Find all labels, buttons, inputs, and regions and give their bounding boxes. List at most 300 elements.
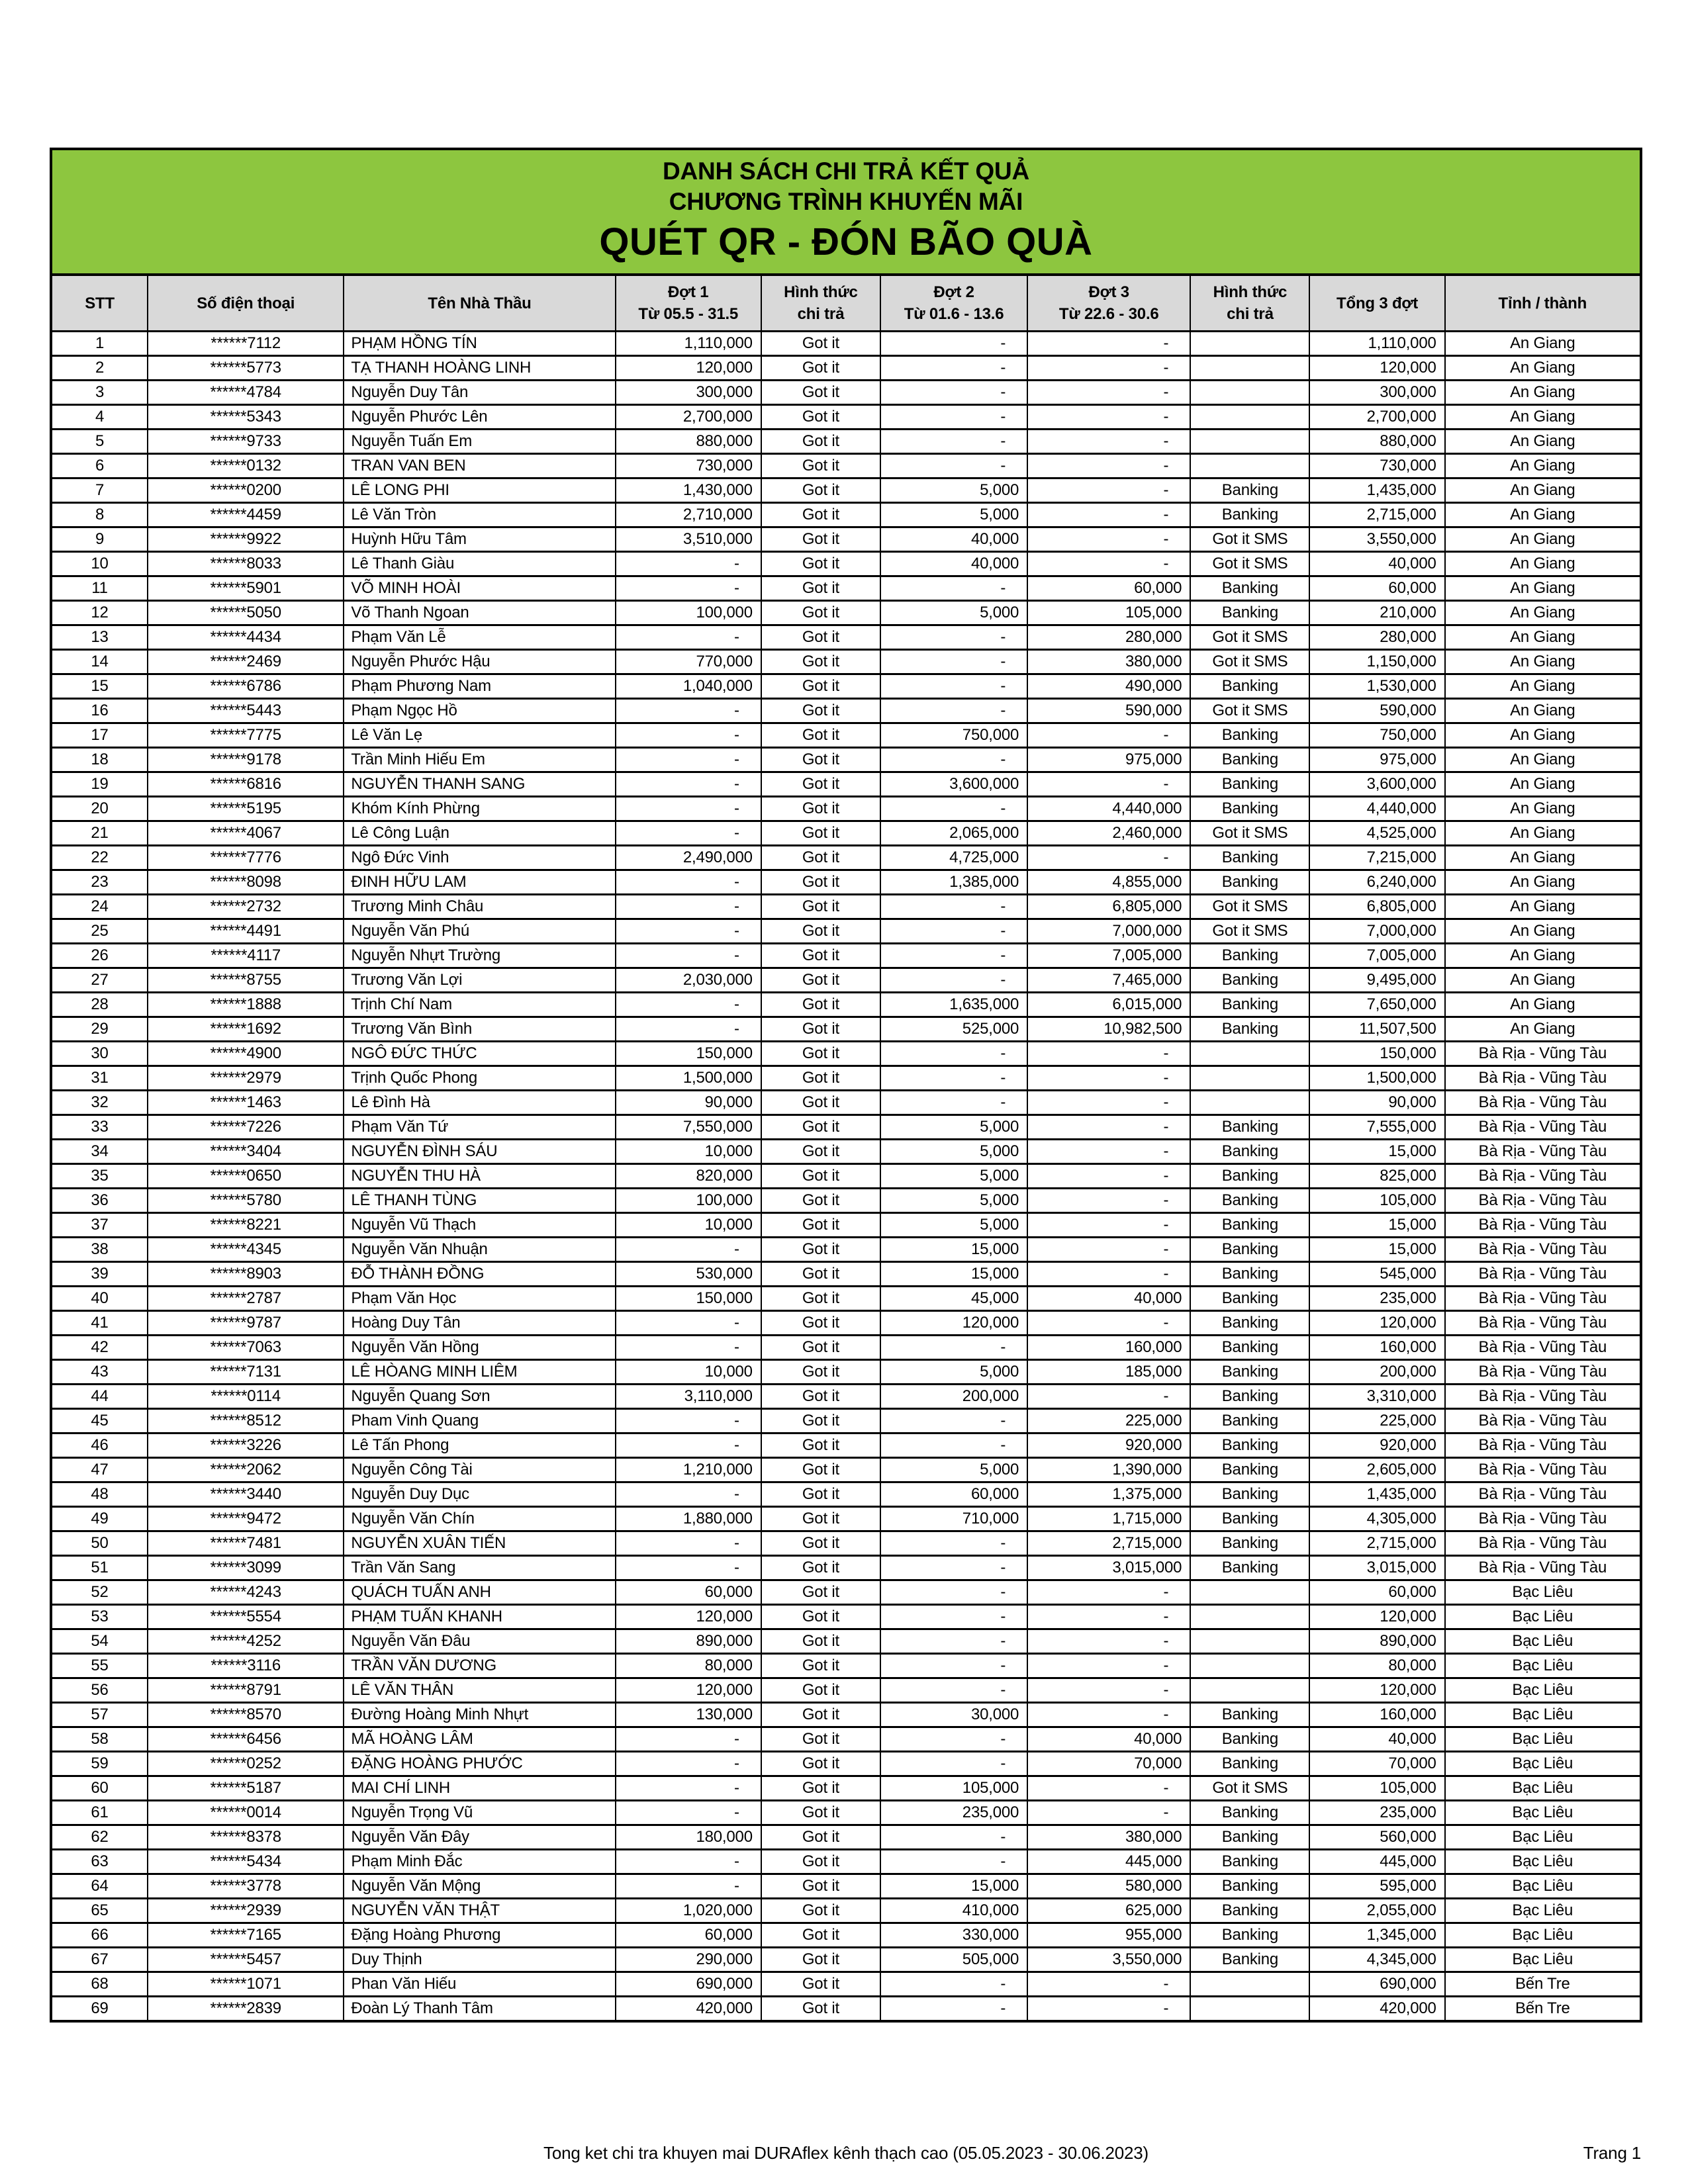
table-row — [51, 846, 1641, 870]
cell-phone: ******4117 — [148, 944, 344, 968]
cell-contractor-name: MÃ HOÀNG LÂM — [344, 1727, 615, 1752]
footer-page-number: Trang 1 — [1583, 2143, 1641, 2163]
table-row — [51, 1972, 1641, 1997]
cell-payment-method-1: Got it — [761, 1629, 880, 1654]
cell-round3-amount: 590,000 — [1027, 699, 1190, 723]
cell-phone: ******3116 — [148, 1654, 344, 1678]
cell-round2-amount: 3,600,000 — [880, 772, 1027, 797]
cell-payment-method-1: Got it — [761, 381, 880, 405]
table-row — [51, 772, 1641, 797]
cell-round2-amount: 5,000 — [880, 1213, 1027, 1238]
cell-payment-method-2 — [1190, 1605, 1309, 1629]
table-row — [51, 1605, 1641, 1629]
cell-stt: 10 — [51, 552, 148, 576]
cell-round3-amount: 7,465,000 — [1027, 968, 1190, 993]
cell-contractor-name: LÊ LONG PHI — [344, 478, 615, 503]
cell-contractor-name: Trương Minh Châu — [344, 895, 615, 919]
cell-payment-method-2: Banking — [1190, 1850, 1309, 1874]
table-row — [51, 552, 1641, 576]
cell-total-amount: 1,435,000 — [1309, 1482, 1444, 1507]
cell-stt: 16 — [51, 699, 148, 723]
cell-round1-amount: - — [616, 699, 761, 723]
cell-payment-method-2: Banking — [1190, 846, 1309, 870]
cell-stt: 69 — [51, 1997, 148, 2021]
table-row — [51, 381, 1641, 405]
cell-payment-method-2: Banking — [1190, 1948, 1309, 1972]
cell-round1-amount: 890,000 — [616, 1629, 761, 1654]
cell-province: An Giang — [1445, 748, 1641, 772]
cell-round1-amount: 730,000 — [616, 454, 761, 478]
table-row — [51, 723, 1641, 748]
cell-round3-amount: - — [1027, 1703, 1190, 1727]
table-row — [51, 478, 1641, 503]
cell-contractor-name: Nguyễn Văn Hồng — [344, 1336, 615, 1360]
cell-round2-amount: 5,000 — [880, 1458, 1027, 1482]
cell-total-amount: 11,507,500 — [1309, 1017, 1444, 1042]
cell-round2-amount: - — [880, 1531, 1027, 1556]
cell-round3-amount: 625,000 — [1027, 1899, 1190, 1923]
cell-round2-amount: 4,725,000 — [880, 846, 1027, 870]
cell-province: Bà Rịa - Vũng Tàu — [1445, 1115, 1641, 1140]
cell-province: An Giang — [1445, 797, 1641, 821]
table-row — [51, 1923, 1641, 1948]
cell-payment-method-2: Banking — [1190, 993, 1309, 1017]
cell-round3-amount: - — [1027, 1164, 1190, 1189]
cell-round2-amount: - — [880, 699, 1027, 723]
cell-round1-amount: - — [616, 870, 761, 895]
cell-round1-amount: - — [616, 1409, 761, 1433]
cell-payment-method-2 — [1190, 1042, 1309, 1066]
cell-stt: 43 — [51, 1360, 148, 1385]
cell-province: Bà Rịa - Vũng Tàu — [1445, 1531, 1641, 1556]
cell-stt: 26 — [51, 944, 148, 968]
cell-province: An Giang — [1445, 772, 1641, 797]
cell-contractor-name: NGUYỄN THANH SANG — [344, 772, 615, 797]
cell-round3-amount: 955,000 — [1027, 1923, 1190, 1948]
table-row — [51, 870, 1641, 895]
cell-round2-amount: - — [880, 1629, 1027, 1654]
cell-contractor-name: LÊ VĂN THÂN — [344, 1678, 615, 1703]
cell-round1-amount: - — [616, 895, 761, 919]
cell-province: Bà Rịa - Vũng Tàu — [1445, 1189, 1641, 1213]
cell-payment-method-1: Got it — [761, 1678, 880, 1703]
cell-phone: ******6456 — [148, 1727, 344, 1752]
cell-round2-amount: - — [880, 1654, 1027, 1678]
cell-round1-amount: 1,430,000 — [616, 478, 761, 503]
cell-contractor-name: LÊ THANH TÙNG — [344, 1189, 615, 1213]
cell-province: Bà Rịa - Vũng Tàu — [1445, 1164, 1641, 1189]
cell-payment-method-2: Banking — [1190, 1336, 1309, 1360]
cell-province: Bạc Liêu — [1445, 1752, 1641, 1776]
cell-payment-method-2: Got it SMS — [1190, 527, 1309, 552]
table-row — [51, 1409, 1641, 1433]
cell-payment-method-2: Banking — [1190, 1360, 1309, 1385]
cell-total-amount: 60,000 — [1309, 576, 1444, 601]
cell-contractor-name: Nguyễn Duy Dục — [344, 1482, 615, 1507]
cell-round2-amount: - — [880, 1825, 1027, 1850]
cell-round2-amount: - — [880, 1556, 1027, 1580]
cell-payment-method-1: Got it — [761, 1017, 880, 1042]
cell-stt: 32 — [51, 1091, 148, 1115]
cell-province: Bạc Liêu — [1445, 1948, 1641, 1972]
title-banner — [51, 149, 1641, 275]
cell-province: Bạc Liêu — [1445, 1727, 1641, 1752]
cell-round3-amount: - — [1027, 454, 1190, 478]
column-header-4 — [616, 275, 761, 332]
cell-contractor-name: Nguyễn Tuấn Em — [344, 430, 615, 454]
cell-contractor-name: Nguyễn Vũ Thạch — [344, 1213, 615, 1238]
cell-round1-amount: 690,000 — [616, 1972, 761, 1997]
column-header-2 — [148, 275, 344, 332]
cell-round3-amount: - — [1027, 381, 1190, 405]
cell-stt: 18 — [51, 748, 148, 772]
table-row — [51, 1482, 1641, 1507]
cell-round3-amount: 380,000 — [1027, 650, 1190, 674]
cell-stt: 3 — [51, 381, 148, 405]
table-row — [51, 1678, 1641, 1703]
cell-province: Bà Rịa - Vũng Tàu — [1445, 1091, 1641, 1115]
cell-contractor-name: Trương Văn Lợi — [344, 968, 615, 993]
cell-stt: 9 — [51, 527, 148, 552]
cell-province: Bà Rịa - Vũng Tàu — [1445, 1311, 1641, 1336]
cell-total-amount: 6,240,000 — [1309, 870, 1444, 895]
column-header-1 — [51, 275, 148, 332]
cell-contractor-name: Duy Thịnh — [344, 1948, 615, 1972]
cell-round2-amount: 410,000 — [880, 1899, 1027, 1923]
cell-payment-method-1: Got it — [761, 1972, 880, 1997]
table-row — [51, 1556, 1641, 1580]
cell-phone: ******7131 — [148, 1360, 344, 1385]
cell-phone: ******2939 — [148, 1899, 344, 1923]
cell-phone: ******9178 — [148, 748, 344, 772]
cell-stt: 51 — [51, 1556, 148, 1580]
cell-province: An Giang — [1445, 968, 1641, 993]
column-header-8 — [1190, 275, 1309, 332]
cell-province: An Giang — [1445, 993, 1641, 1017]
cell-province: Bạc Liêu — [1445, 1776, 1641, 1801]
cell-contractor-name: Hoàng Duy Tân — [344, 1311, 615, 1336]
table-row — [51, 576, 1641, 601]
cell-total-amount: 3,015,000 — [1309, 1556, 1444, 1580]
cell-round3-amount: - — [1027, 332, 1190, 356]
cell-contractor-name: Nguyễn Văn Nhuận — [344, 1238, 615, 1262]
cell-round3-amount: - — [1027, 1629, 1190, 1654]
cell-round3-amount: - — [1027, 356, 1190, 381]
cell-province: An Giang — [1445, 381, 1641, 405]
cell-province: An Giang — [1445, 454, 1641, 478]
cell-contractor-name: VÕ MINH HOÀI — [344, 576, 615, 601]
cell-round3-amount: - — [1027, 1262, 1190, 1287]
cell-contractor-name: Đoàn Lý Thanh Tâm — [344, 1997, 615, 2021]
cell-total-amount: 7,000,000 — [1309, 919, 1444, 944]
cell-payment-method-2 — [1190, 332, 1309, 356]
cell-contractor-name: Nguyễn Phước Lên — [344, 405, 615, 430]
table-row — [51, 1042, 1641, 1066]
cell-payment-method-1: Got it — [761, 968, 880, 993]
table-row — [51, 968, 1641, 993]
cell-total-amount: 15,000 — [1309, 1238, 1444, 1262]
cell-stt: 63 — [51, 1850, 148, 1874]
cell-total-amount: 150,000 — [1309, 1042, 1444, 1066]
cell-payment-method-1: Got it — [761, 650, 880, 674]
column-header-label: Đợt 2 — [933, 283, 974, 301]
cell-payment-method-1: Got it — [761, 1899, 880, 1923]
cell-payment-method-1: Got it — [761, 454, 880, 478]
cell-round2-amount: - — [880, 919, 1027, 944]
cell-total-amount: 4,305,000 — [1309, 1507, 1444, 1531]
column-header-label: STT — [85, 294, 115, 312]
cell-phone: ******8755 — [148, 968, 344, 993]
cell-payment-method-2: Got it SMS — [1190, 650, 1309, 674]
cell-round1-amount: 2,700,000 — [616, 405, 761, 430]
cell-round2-amount: 120,000 — [880, 1311, 1027, 1336]
table-row — [51, 405, 1641, 430]
table-row — [51, 1091, 1641, 1115]
cell-stt: 24 — [51, 895, 148, 919]
cell-phone: ******2839 — [148, 1997, 344, 2021]
cell-payment-method-2 — [1190, 405, 1309, 430]
cell-contractor-name: Pham Vinh Quang — [344, 1409, 615, 1433]
cell-round2-amount: - — [880, 625, 1027, 650]
cell-province: An Giang — [1445, 674, 1641, 699]
table-row — [51, 1360, 1641, 1385]
cell-phone: ******6816 — [148, 772, 344, 797]
cell-phone: ******7063 — [148, 1336, 344, 1360]
cell-round2-amount: 15,000 — [880, 1238, 1027, 1262]
cell-phone: ******9922 — [148, 527, 344, 552]
cell-round2-amount: - — [880, 968, 1027, 993]
column-header-label: Tỉnh / thành — [1498, 294, 1587, 312]
cell-round1-amount: 120,000 — [616, 1605, 761, 1629]
cell-total-amount: 105,000 — [1309, 1189, 1444, 1213]
cell-total-amount: 210,000 — [1309, 601, 1444, 625]
table-row — [51, 748, 1641, 772]
cell-payment-method-2: Banking — [1190, 576, 1309, 601]
table-row — [51, 944, 1641, 968]
cell-stt: 57 — [51, 1703, 148, 1727]
cell-round2-amount: 5,000 — [880, 503, 1027, 527]
cell-total-amount: 730,000 — [1309, 454, 1444, 478]
cell-province: An Giang — [1445, 405, 1641, 430]
cell-contractor-name: Lê Thanh Giàu — [344, 552, 615, 576]
cell-payment-method-2: Banking — [1190, 1433, 1309, 1458]
cell-round1-amount: 7,550,000 — [616, 1115, 761, 1140]
cell-phone: ******2469 — [148, 650, 344, 674]
cell-total-amount: 690,000 — [1309, 1972, 1444, 1997]
cell-province: An Giang — [1445, 919, 1641, 944]
cell-round1-amount: - — [616, 1017, 761, 1042]
cell-total-amount: 4,345,000 — [1309, 1948, 1444, 1972]
cell-payment-method-2: Banking — [1190, 1703, 1309, 1727]
cell-total-amount: 235,000 — [1309, 1287, 1444, 1311]
cell-phone: ******0014 — [148, 1801, 344, 1825]
column-header-label: Số điện thoại — [197, 294, 295, 312]
cell-round2-amount: - — [880, 1580, 1027, 1605]
cell-round3-amount: - — [1027, 1678, 1190, 1703]
cell-round1-amount: 820,000 — [616, 1164, 761, 1189]
cell-total-amount: 60,000 — [1309, 1580, 1444, 1605]
column-header-label: Hình thức — [784, 283, 858, 301]
cell-phone: ******8903 — [148, 1262, 344, 1287]
cell-round2-amount: - — [880, 381, 1027, 405]
cell-province: Bạc Liêu — [1445, 1605, 1641, 1629]
cell-payment-method-2: Banking — [1190, 1801, 1309, 1825]
page-footer — [50, 2143, 1642, 2164]
cell-total-amount: 70,000 — [1309, 1752, 1444, 1776]
table-row — [51, 1458, 1641, 1482]
cell-round1-amount: 1,110,000 — [616, 332, 761, 356]
column-header-label: Đợt 3 — [1088, 283, 1129, 301]
cell-round1-amount: 90,000 — [616, 1091, 761, 1115]
cell-phone: ******4491 — [148, 919, 344, 944]
cell-round2-amount: - — [880, 405, 1027, 430]
cell-phone: ******4067 — [148, 821, 344, 846]
table-row — [51, 1385, 1641, 1409]
cell-stt: 65 — [51, 1899, 148, 1923]
column-header-3 — [344, 275, 615, 332]
document-title-line3: QUÉT QR - ĐÓN BÃO QUÀ — [599, 220, 1093, 263]
cell-stt: 49 — [51, 1507, 148, 1531]
cell-total-amount: 15,000 — [1309, 1140, 1444, 1164]
cell-province: An Giang — [1445, 895, 1641, 919]
cell-round1-amount: - — [616, 723, 761, 748]
cell-payment-method-1: Got it — [761, 723, 880, 748]
cell-stt: 41 — [51, 1311, 148, 1336]
cell-round1-amount: 1,040,000 — [616, 674, 761, 699]
cell-contractor-name: LÊ HÒANG MINH LIÊM — [344, 1360, 615, 1385]
cell-payment-method-2: Banking — [1190, 1287, 1309, 1311]
cell-round3-amount: 7,005,000 — [1027, 944, 1190, 968]
cell-round2-amount: 710,000 — [880, 1507, 1027, 1531]
cell-total-amount: 2,700,000 — [1309, 405, 1444, 430]
cell-payment-method-1: Got it — [761, 772, 880, 797]
cell-contractor-name: NGUYỄN ĐÌNH SÁU — [344, 1140, 615, 1164]
cell-total-amount: 300,000 — [1309, 381, 1444, 405]
cell-round2-amount: 105,000 — [880, 1776, 1027, 1801]
cell-contractor-name: Trần Văn Sang — [344, 1556, 615, 1580]
cell-round3-amount: - — [1027, 1385, 1190, 1409]
table-row — [51, 332, 1641, 356]
cell-payment-method-2: Banking — [1190, 723, 1309, 748]
cell-province: Bà Rịa - Vũng Tàu — [1445, 1140, 1641, 1164]
cell-payment-method-1: Got it — [761, 430, 880, 454]
cell-stt: 36 — [51, 1189, 148, 1213]
cell-contractor-name: PHẠM HỒNG TÍN — [344, 332, 615, 356]
cell-stt: 44 — [51, 1385, 148, 1409]
cell-stt: 67 — [51, 1948, 148, 1972]
cell-round1-amount: 770,000 — [616, 650, 761, 674]
cell-total-amount: 1,500,000 — [1309, 1066, 1444, 1091]
cell-stt: 35 — [51, 1164, 148, 1189]
cell-total-amount: 200,000 — [1309, 1360, 1444, 1385]
column-header-5 — [761, 275, 880, 332]
cell-payment-method-1: Got it — [761, 1825, 880, 1850]
cell-stt: 12 — [51, 601, 148, 625]
table-row — [51, 821, 1641, 846]
cell-payment-method-1: Got it — [761, 1115, 880, 1140]
cell-total-amount: 235,000 — [1309, 1801, 1444, 1825]
cell-round1-amount: 100,000 — [616, 601, 761, 625]
cell-round3-amount: 6,015,000 — [1027, 993, 1190, 1017]
cell-payment-method-2: Banking — [1190, 1140, 1309, 1164]
cell-phone: ******8791 — [148, 1678, 344, 1703]
cell-round3-amount: 7,000,000 — [1027, 919, 1190, 944]
cell-stt: 20 — [51, 797, 148, 821]
column-header-10 — [1445, 275, 1641, 332]
cell-round1-amount: 2,490,000 — [616, 846, 761, 870]
cell-payment-method-1: Got it — [761, 1287, 880, 1311]
cell-total-amount: 160,000 — [1309, 1703, 1444, 1727]
cell-round2-amount: 1,635,000 — [880, 993, 1027, 1017]
table-row — [51, 1238, 1641, 1262]
cell-phone: ******7165 — [148, 1923, 344, 1948]
cell-round3-amount: - — [1027, 1115, 1190, 1140]
cell-round3-amount: - — [1027, 552, 1190, 576]
cell-province: An Giang — [1445, 527, 1641, 552]
cell-phone: ******5187 — [148, 1776, 344, 1801]
cell-province: An Giang — [1445, 870, 1641, 895]
cell-round1-amount: 180,000 — [616, 1825, 761, 1850]
cell-phone: ******4345 — [148, 1238, 344, 1262]
cell-phone: ******4459 — [148, 503, 344, 527]
cell-contractor-name: Lê Công Luận — [344, 821, 615, 846]
cell-total-amount: 1,110,000 — [1309, 332, 1444, 356]
cell-total-amount: 975,000 — [1309, 748, 1444, 772]
cell-stt: 13 — [51, 625, 148, 650]
cell-round1-amount: - — [616, 1874, 761, 1899]
cell-phone: ******3099 — [148, 1556, 344, 1580]
cell-round1-amount: - — [616, 1850, 761, 1874]
cell-payment-method-2: Got it SMS — [1190, 919, 1309, 944]
cell-payment-method-1: Got it — [761, 478, 880, 503]
table-row — [51, 1115, 1641, 1140]
cell-province: An Giang — [1445, 552, 1641, 576]
cell-province: Bạc Liêu — [1445, 1850, 1641, 1874]
footer-summary-text: Tong ket chi tra khuyen mai DURAflex kênh thạch cao (05.05.2023 - 30.06.2023) — [543, 2143, 1149, 2163]
cell-total-amount: 80,000 — [1309, 1654, 1444, 1678]
cell-payment-method-1: Got it — [761, 1727, 880, 1752]
cell-stt: 25 — [51, 919, 148, 944]
cell-phone: ******1463 — [148, 1091, 344, 1115]
cell-round1-amount: - — [616, 1311, 761, 1336]
cell-payment-method-2: Banking — [1190, 1458, 1309, 1482]
cell-stt: 52 — [51, 1580, 148, 1605]
table-row — [51, 1164, 1641, 1189]
cell-payment-method-2: Banking — [1190, 1017, 1309, 1042]
cell-payment-method-1: Got it — [761, 895, 880, 919]
cell-total-amount: 9,495,000 — [1309, 968, 1444, 993]
cell-total-amount: 7,215,000 — [1309, 846, 1444, 870]
cell-contractor-name: Phan Văn Hiếu — [344, 1972, 615, 1997]
cell-payment-method-1: Got it — [761, 797, 880, 821]
cell-contractor-name: Lê Tấn Phong — [344, 1433, 615, 1458]
cell-payment-method-2: Got it SMS — [1190, 552, 1309, 576]
cell-total-amount: 7,555,000 — [1309, 1115, 1444, 1140]
cell-payment-method-1: Got it — [761, 748, 880, 772]
cell-total-amount: 7,005,000 — [1309, 944, 1444, 968]
cell-stt: 61 — [51, 1801, 148, 1825]
cell-payment-method-2: Banking — [1190, 1825, 1309, 1850]
cell-contractor-name: Lê Văn Lẹ — [344, 723, 615, 748]
cell-round3-amount: 70,000 — [1027, 1752, 1190, 1776]
cell-round2-amount: - — [880, 944, 1027, 968]
cell-phone: ******2062 — [148, 1458, 344, 1482]
cell-province: Bà Rịa - Vũng Tàu — [1445, 1409, 1641, 1433]
cell-stt: 22 — [51, 846, 148, 870]
cell-round1-amount: 290,000 — [616, 1948, 761, 1972]
table-row — [51, 1311, 1641, 1336]
cell-payment-method-1: Got it — [761, 1752, 880, 1776]
